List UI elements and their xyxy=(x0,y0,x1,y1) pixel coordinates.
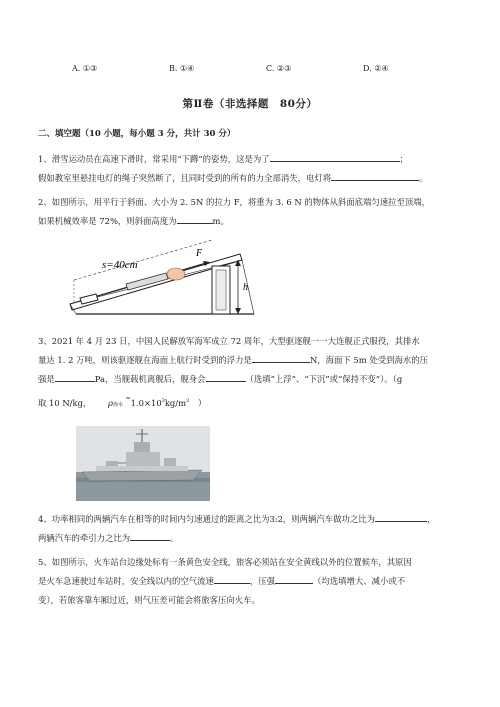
q1-blank-2[interactable] xyxy=(331,171,419,181)
q3-blank-3[interactable] xyxy=(206,372,246,382)
q2-text-a: 2、如图所示，用平行于斜面、大小为 2. 5N 的拉力 F，将重为 3. 6 N 的物体从斜面底端匀速拉至顶端， xyxy=(38,197,430,207)
height-arrow-bottom xyxy=(235,308,241,314)
part-title: 二、填空题（10 小题，每小题 3 分，共计 30 分） xyxy=(38,129,236,139)
approx-sign: ≈ xyxy=(125,395,131,402)
q5-blank-1[interactable] xyxy=(214,574,250,584)
option-c: C. ②③ xyxy=(266,64,292,73)
q5-blank-2[interactable] xyxy=(275,574,313,584)
rho-symbol: ρ xyxy=(108,398,113,408)
q2-blank[interactable] xyxy=(177,214,213,224)
q5-text-b: 是火车急速驶过车站时，安全线以内的空气流速 xyxy=(38,576,214,586)
q3-close: ） xyxy=(197,398,207,408)
q3-text-a: 3、2021 年 4 月 23 日，中国人民解放军海军成立 72 周年，大型驱逐舰一一大连舰正式服役，其排水 xyxy=(38,336,420,346)
ship-superstructure xyxy=(126,452,160,466)
q3-blank-1[interactable] xyxy=(252,353,310,363)
section-title: 第Ⅱ卷（非选择题 80分） xyxy=(182,98,318,110)
q4-end: 。 xyxy=(170,533,179,543)
q2-unit: m。 xyxy=(212,216,229,226)
question-4: 4、功率相同的两辆汽车在相等的时间内匀速通过的距离之比为3:2，则两辆汽车做功之比为 ， 两辆汽车的牵引力之比为 。 xyxy=(38,514,436,543)
q1-blank-1[interactable] xyxy=(270,152,400,162)
ship-gun-turret xyxy=(106,461,118,466)
q5-tail-b: （均选填增大、减小或不 xyxy=(313,576,406,586)
q1-text-b: 假如教室里悬挂电灯的绳子突然断了，且同时受到的所有的力全部消失，电灯将 xyxy=(38,173,332,183)
support-pillar-inner xyxy=(216,270,226,310)
density-value: 1.0×10 xyxy=(130,398,162,408)
density-exponent: 3 xyxy=(161,398,165,405)
ship-hull xyxy=(82,470,202,481)
q1-end: 。 xyxy=(419,173,428,183)
q3-unit-c: Pa，当舰载机离舰后，舰身会 xyxy=(94,374,206,384)
q4-text-b: 两辆汽车的牵引力之比为 xyxy=(38,533,131,543)
q5-mid-b: ，压强 xyxy=(249,576,275,586)
h-label: h xyxy=(243,282,248,293)
option-a: A. ①③ xyxy=(72,64,98,73)
q3-tail-c: （选填“上浮”、“下沉”或“保持不变”）。（g xyxy=(245,374,403,384)
question-5 xyxy=(38,553,468,610)
f-label: F xyxy=(196,248,203,259)
option-b: B. ①④ xyxy=(169,64,195,73)
q1-sep: ； xyxy=(399,154,409,164)
q3-text-b: 量达 1. 2 万吨，则该驱逐舰在海面上航行时受到的浮力是 xyxy=(38,355,252,365)
s-label: s=40cm xyxy=(102,259,138,271)
ship-bridge xyxy=(134,442,150,452)
q3-blank-2[interactable] xyxy=(55,372,95,382)
ship-deck xyxy=(96,466,188,471)
unit-exponent: 3 xyxy=(186,398,190,405)
warship-photo xyxy=(76,426,210,501)
ship-aft-structure xyxy=(164,458,176,466)
option-d: D. ②④ xyxy=(363,64,389,73)
q5-text-c: 变），若旅客靠车厢过近，则气压差可能会将旅客压向火车。 xyxy=(38,595,260,605)
question-3 xyxy=(38,332,468,415)
q3-text-d: 取 10 N/kg， xyxy=(38,398,92,408)
rho-subscript: 海水 xyxy=(112,402,123,408)
q1-text-a: 1、滑雪运动员在高速下滑时，常采用“下蹲”的姿势，这是为了 xyxy=(38,154,270,164)
question-2 xyxy=(38,193,468,231)
q2-text-b: 如果机械效率是 72%，则斜面高度为 xyxy=(38,216,177,226)
question-1 xyxy=(38,150,468,188)
q3-unit-b: N，海面下 5m 处受到海水的压 xyxy=(309,355,428,365)
density-unit: kg/m xyxy=(164,398,187,408)
q3-text-c: 强是 xyxy=(38,374,55,384)
q4-text-a: 4、功率相同的两辆汽车在相等的时间内匀速通过的距离之比为3:2，则两辆汽车做功之比为 xyxy=(38,514,376,524)
q4-blank-1[interactable] xyxy=(375,512,427,522)
q4-blank-2[interactable] xyxy=(130,531,170,541)
q5-text-a: 5、如图所示，火车站台边缘处标有一条黄色安全线，旅客必须站在安全黄线以外的位置候车，其原因 xyxy=(38,557,412,567)
incline-diagram xyxy=(62,240,262,322)
